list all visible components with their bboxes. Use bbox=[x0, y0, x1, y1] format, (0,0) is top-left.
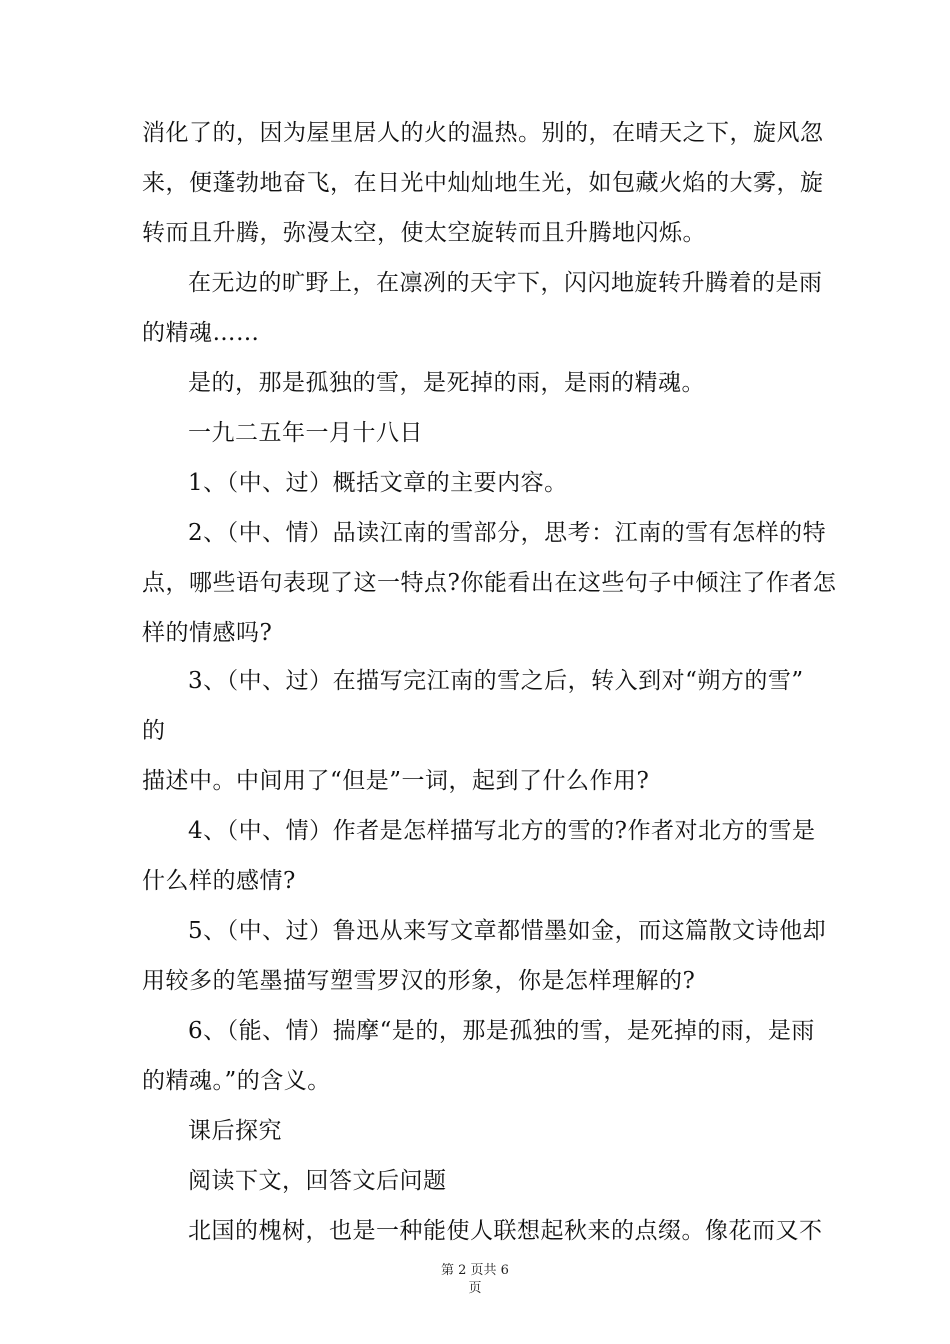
page-number: 第 2 页共 6 bbox=[441, 1263, 509, 1278]
question-2-continued: 点，哪些语句表现了这一特点?你能看出在这些句子中倾注了作者怎 bbox=[142, 570, 837, 596]
paragraph-line: 消化了的，因为屋里居人的火的温热。别的，在晴天之下，旋风忽 bbox=[142, 120, 824, 146]
instruction-line: 阅读下文，回答文后问题 bbox=[188, 1168, 447, 1194]
question-4-continued: 什么样的感情? bbox=[142, 868, 296, 894]
paragraph-line: 的精魂…… bbox=[142, 320, 260, 346]
page-number-continued: 页 bbox=[468, 1281, 482, 1296]
section-heading: 课后探究 bbox=[188, 1118, 282, 1144]
paragraph-line: 转而且升腾，弥漫太空，使太空旋转而且升腾地闪烁。 bbox=[142, 220, 706, 246]
question-3-continued: 描述中。中间用了“但是”一词，起到了什么作用? bbox=[142, 768, 650, 794]
paragraph-line: 来，便蓬勃地奋飞，在日光中灿灿地生光，如包藏火焰的大雾，旋 bbox=[142, 170, 824, 196]
reading-passage-line: 北国的槐树，也是一种能使人联想起秋来的点缀。像花而又不 bbox=[188, 1218, 823, 1244]
question-2: 2、（中、情）品读江南的雪部分，思考：江南的雪有怎样的特 bbox=[188, 520, 827, 546]
question-4: 4、（中、情）作者是怎样描写北方的雪的?作者对北方的雪是 bbox=[188, 818, 816, 844]
question-1: 1、（中、过）概括文章的主要内容。 bbox=[188, 470, 568, 496]
question-5: 5、（中、过）鲁迅从来写文章都惜墨如金，而这篇散文诗他却 bbox=[188, 918, 827, 944]
question-6: 6、（能、情）揣摩“是的，那是孤独的雪，是死掉的雨，是雨 bbox=[188, 1018, 815, 1044]
date-line: 一九二五年一月十八日 bbox=[188, 420, 423, 446]
question-3: 3、（中、过）在描写完江南的雪之后，转入到对“朔方的雪” bbox=[188, 668, 804, 694]
paragraph-line: 在无边的旷野上，在凛冽的天宇下，闪闪地旋转升腾着的是雨 bbox=[188, 270, 823, 296]
question-5-continued: 用较多的笔墨描写塑雪罗汉的形象，你是怎样理解的? bbox=[142, 968, 696, 994]
paragraph-line: 是的，那是孤独的雪，是死掉的雨，是雨的精魂。 bbox=[188, 370, 705, 396]
question-6-continued: 的精魂。”的含义。 bbox=[142, 1068, 331, 1094]
question-2-continued: 样的情感吗? bbox=[142, 620, 273, 646]
question-3-continued: 的 bbox=[142, 718, 166, 744]
